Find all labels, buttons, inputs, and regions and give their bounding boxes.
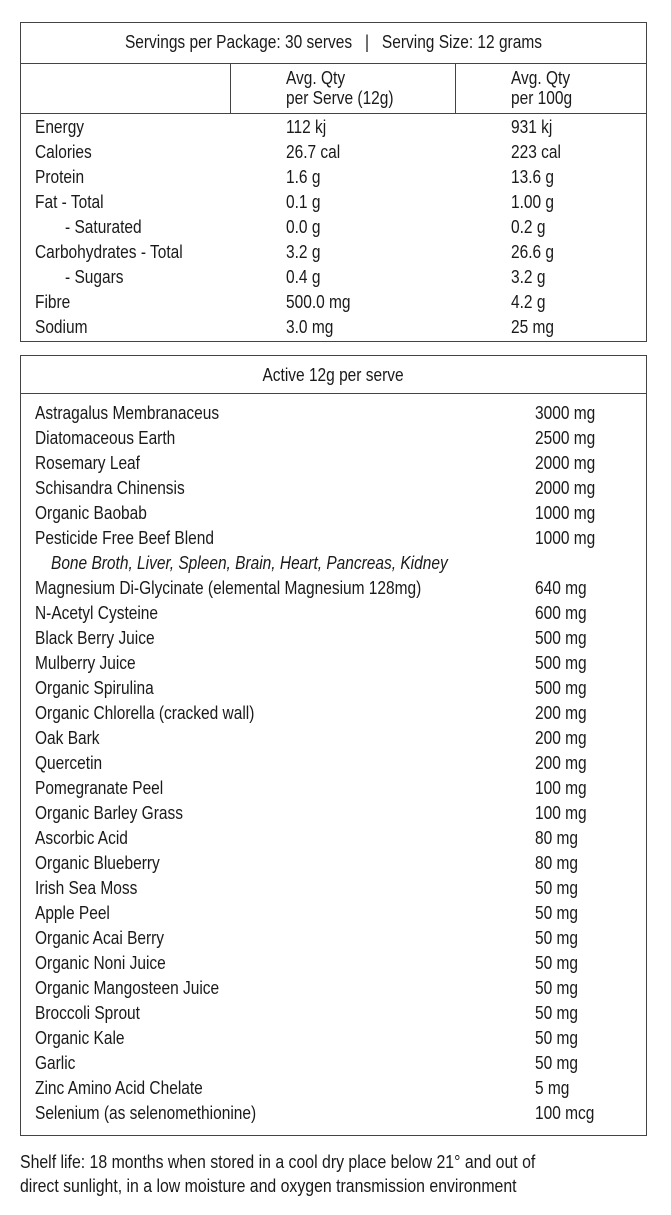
ingredient-name: Garlic — [35, 1053, 76, 1073]
ingredient-name: Irish Sea Moss — [35, 878, 138, 898]
per-serve-value: 500.0 mg — [286, 292, 351, 312]
ingredient-amount: 50 mg — [535, 1053, 579, 1073]
ingredient-name: Mulberry Juice — [35, 653, 136, 673]
ingredient-amount: 5 mg — [535, 1078, 570, 1098]
beef-blend-detail: Bone Broth, Liver, Spleen, Brain, Heart, Pancreas, Kidney — [51, 553, 448, 573]
nutrient-label: - Saturated — [65, 217, 142, 237]
per-100g-value: 931 kj — [511, 117, 553, 137]
ingredient-name: Zinc Amino Acid Chelate — [35, 1078, 203, 1098]
divider — [21, 63, 646, 64]
ingredient-name: Pomegranate Peel — [35, 778, 164, 798]
ingredient-amount: 200 mg — [535, 728, 587, 748]
ingredient-amount: 1000 mg — [535, 528, 596, 548]
per-100g-value: 1.00 g — [511, 192, 555, 212]
per-100g-value: 3.2 g — [511, 267, 546, 287]
per-serve-value: 112 kj — [286, 117, 327, 137]
per-100g-header: Avg. Qty per 100g — [511, 68, 573, 108]
shelf-life-note: Shelf life: 18 months when stored in a cool dry place below 21° and out of direct sunlight, in a low moisture and oxygen transmission environment — [20, 1152, 536, 1196]
ingredient-name: Organic Kale — [35, 1028, 125, 1048]
per-100g-value: 0.2 g — [511, 217, 546, 237]
ingredient-name: Selenium (as selenomethionine) — [35, 1103, 257, 1123]
nutrient-label: Protein — [35, 167, 85, 187]
divider — [21, 393, 646, 394]
ingredient-amount: 100 mg — [535, 803, 587, 823]
ingredient-name: Schisandra Chinensis — [35, 478, 185, 498]
nutrient-label: Fat - Total — [35, 192, 104, 212]
ingredient-name: Black Berry Juice — [35, 628, 155, 648]
divider — [21, 113, 646, 114]
per-100g-value: 25 mg — [511, 317, 555, 337]
ingredient-amount: 200 mg — [535, 703, 587, 723]
per-serve-header: Avg. Qty per Serve (12g) — [286, 68, 394, 108]
ingredient-name: Quercetin — [35, 753, 103, 773]
per-serve-value: 26.7 cal — [286, 142, 341, 162]
ingredient-name: Organic Mangosteen Juice — [35, 978, 220, 998]
column-divider — [230, 63, 231, 113]
ingredient-amount: 50 mg — [535, 903, 579, 923]
ingredient-amount: 50 mg — [535, 1028, 579, 1048]
nutrient-label: Fibre — [35, 292, 71, 312]
nutrient-label: Sodium — [35, 317, 88, 337]
per-serve-value: 0.0 g — [286, 217, 321, 237]
ingredient-name: Organic Acai Berry — [35, 928, 165, 948]
ingredient-amount: 600 mg — [535, 603, 587, 623]
per-100g-value: 4.2 g — [511, 292, 546, 312]
ingredient-amount: 500 mg — [535, 628, 587, 648]
ingredient-amount: 2000 mg — [535, 453, 596, 473]
per-serve-value: 0.1 g — [286, 192, 321, 212]
per-serve-value: 1.6 g — [286, 167, 321, 187]
ingredient-amount: 640 mg — [535, 578, 587, 598]
ingredient-name: Rosemary Leaf — [35, 453, 140, 473]
ingredient-amount: 80 mg — [535, 828, 579, 848]
ingredient-name: Pesticide Free Beef Blend — [35, 528, 214, 548]
ingredient-name: Ascorbic Acid — [35, 828, 128, 848]
ingredient-name: Organic Noni Juice — [35, 953, 166, 973]
nutrient-label: Energy — [35, 117, 85, 137]
ingredient-amount: 50 mg — [535, 1003, 579, 1023]
per-serve-value: 3.0 mg — [286, 317, 334, 337]
nutrition-panel — [20, 22, 647, 342]
ingredient-amount: 100 mcg — [535, 1103, 595, 1123]
ingredient-amount: 3000 mg — [535, 403, 596, 423]
nutrient-label: Carbohydrates - Total — [35, 242, 183, 262]
per-100g-value: 223 cal — [511, 142, 561, 162]
ingredient-name: Broccoli Sprout — [35, 1003, 140, 1023]
ingredient-amount: 2000 mg — [535, 478, 596, 498]
ingredient-name: Organic Barley Grass — [35, 803, 183, 823]
ingredient-amount: 100 mg — [535, 778, 587, 798]
ingredient-name: Apple Peel — [35, 903, 110, 923]
ingredient-amount: 50 mg — [535, 878, 579, 898]
ingredient-name: Organic Baobab — [35, 503, 147, 523]
actives-title: Active 12g per serve — [262, 365, 405, 385]
servings-line: Servings per Package: 30 serves | Serving Size: 12 grams — [124, 32, 543, 52]
ingredient-amount: 50 mg — [535, 978, 579, 998]
ingredient-name: Astragalus Membranaceus — [35, 403, 220, 423]
ingredient-name: Diatomaceous Earth — [35, 428, 176, 448]
ingredient-name: Oak Bark — [35, 728, 100, 748]
ingredient-name: N-Acetyl Cysteine — [35, 603, 159, 623]
ingredient-amount: 500 mg — [535, 653, 587, 673]
actives-panel — [20, 355, 647, 1136]
column-divider — [455, 63, 456, 113]
ingredient-name: Organic Blueberry — [35, 853, 160, 873]
ingredient-amount: 2500 mg — [535, 428, 596, 448]
per-serve-value: 0.4 g — [286, 267, 321, 287]
per-100g-value: 26.6 g — [511, 242, 555, 262]
ingredient-amount: 50 mg — [535, 928, 579, 948]
ingredient-amount: 1000 mg — [535, 503, 596, 523]
ingredient-name: Magnesium Di-Glycinate (elemental Magnesium 128mg) — [35, 578, 422, 598]
ingredient-amount: 200 mg — [535, 753, 587, 773]
ingredient-amount: 500 mg — [535, 678, 587, 698]
ingredient-amount: 80 mg — [535, 853, 579, 873]
ingredient-name: Organic Spirulina — [35, 678, 154, 698]
nutrient-label: Calories — [35, 142, 92, 162]
ingredient-amount: 50 mg — [535, 953, 579, 973]
per-serve-value: 3.2 g — [286, 242, 321, 262]
nutrient-label: - Sugars — [65, 267, 124, 287]
per-100g-value: 13.6 g — [511, 167, 555, 187]
ingredient-name: Organic Chlorella (cracked wall) — [35, 703, 255, 723]
